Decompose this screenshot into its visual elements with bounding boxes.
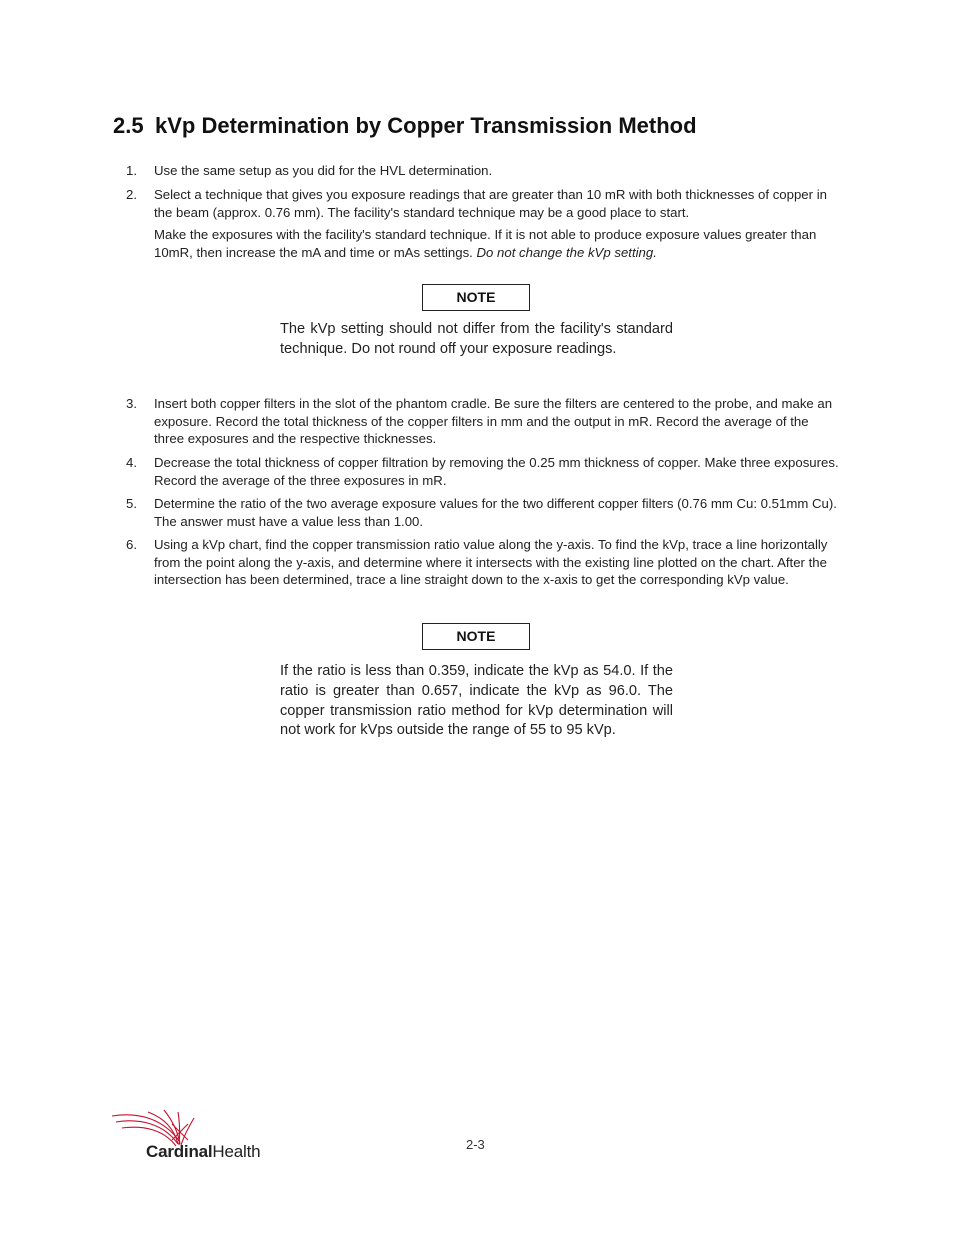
note-text: If the ratio is less than 0.359, indicate the kVp as 54.0. If the ratio is greater than 0.657, indicate the kVp as 96.0. The copper transmission ratio method for kVp determination will not work for kVps outside the range of 55 to 95 kVp. xyxy=(280,663,673,739)
section-number: 2.5 xyxy=(113,113,144,138)
list-item-number: 4. xyxy=(126,455,137,470)
step2-extra-italic: Do not change the kVp setting. xyxy=(476,244,657,260)
page-number: 2-3 xyxy=(466,1137,485,1152)
list-item-text: Use the same setup as you did for the HVL determination. xyxy=(154,163,493,178)
list-item xyxy=(126,536,842,589)
list-item xyxy=(126,495,842,530)
list-item-number: 6. xyxy=(126,537,137,552)
list-item-number: 2. xyxy=(126,187,137,202)
list-item xyxy=(126,162,842,180)
step2-extra-paragraph xyxy=(154,226,842,261)
list-item-text: Determine the ratio of the two average exposure values for the two different copper filters (0.76 mm Cu: 0.51mm Cu). The answer must have a value less than 1.00. xyxy=(154,496,837,529)
list-item-text: Insert both copper filters in the slot of the phantom cradle. Be sure the filters are centered to the probe, and make an exposure. Record the total thickness of the copper filters in mm and the output in mR. Record the average of the three exposures and the respective thicknesses. xyxy=(154,396,833,447)
list-item-text: Select a technique that gives you exposure readings that are greater than 10 mR with both thicknesses of copper in the beam (approx. 0.76 mm). The facility's standard technique may be a good place to start. xyxy=(154,187,827,220)
note-label: NOTE xyxy=(422,284,530,311)
logo-text-light: Health xyxy=(212,1142,261,1161)
note-text: The kVp setting should not differ from the facility's standard technique. Do not round off your exposure readings. xyxy=(280,321,673,357)
cardinal-health-logo-text xyxy=(146,1142,260,1162)
list-item-number: 5. xyxy=(126,496,137,511)
note-label: NOTE xyxy=(422,623,530,650)
logo-text-bold: Cardinal xyxy=(146,1142,213,1161)
step2-extra-text: Make the exposures with the facility's standard technique. If it is not able to produce exposure values greater than 10mR, then increase the mA and time or mAs settings. xyxy=(154,227,817,260)
list-item xyxy=(126,454,842,489)
section-heading xyxy=(113,112,873,140)
list-item-text: Decrease the total thickness of copper filtration by removing the 0.25 mm thickness of copper. Make three exposures. Record the average of the three exposures in mR. xyxy=(154,455,839,488)
list-item-number: 3. xyxy=(126,396,137,411)
section-title: kVp Determination by Copper Transmission Method xyxy=(155,113,697,138)
list-item xyxy=(126,186,842,221)
list-item xyxy=(126,395,842,448)
list-item-text: Using a kVp chart, find the copper transmission ratio value along the y-axis. To find the kVp, trace a line horizontally from the point along the y-axis, and determine where it intersects with the existing line plotted on the chart. After the intersection has been determined, trace a line straight down to the x-axis to get the corresponding kVp value. xyxy=(154,537,828,588)
list-item-number: 1. xyxy=(126,163,137,178)
